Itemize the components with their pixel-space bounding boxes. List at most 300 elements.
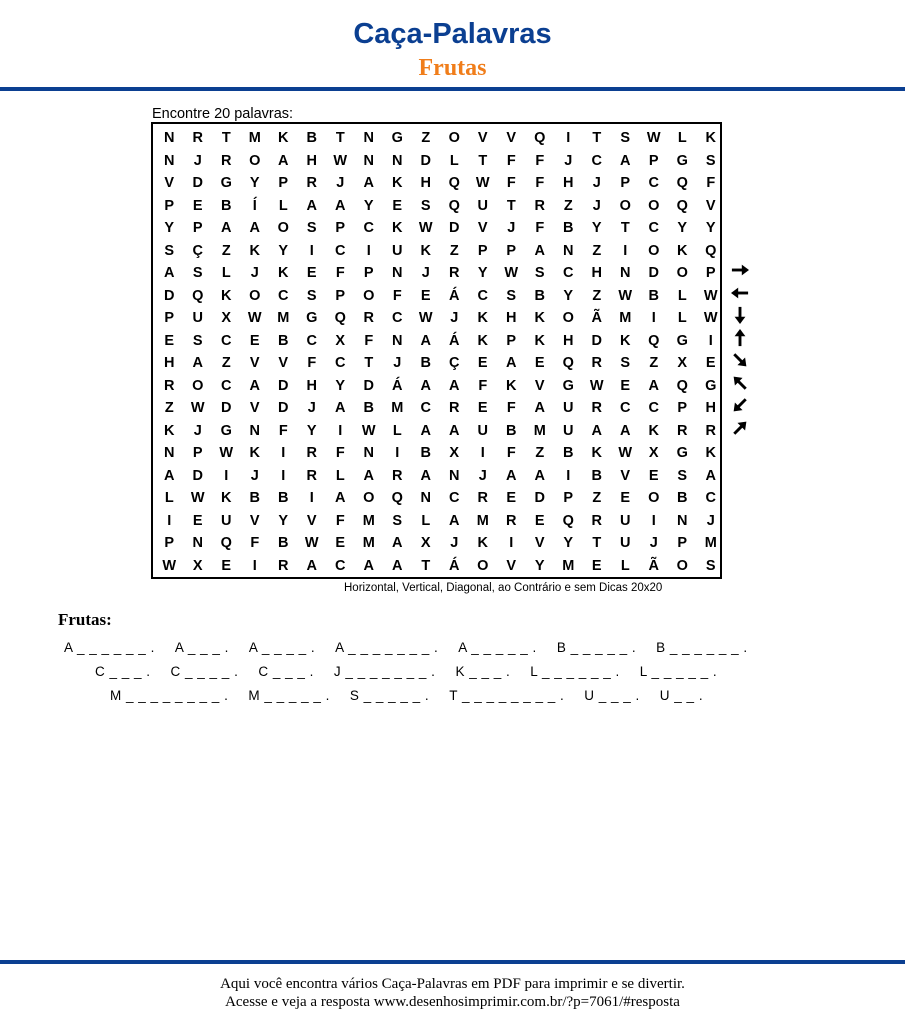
grid-cell[interactable]: F: [506, 152, 516, 169]
grid-cell[interactable]: A: [591, 422, 602, 439]
grid-cell[interactable]: E: [392, 197, 403, 214]
grid-cell[interactable]: B: [420, 355, 431, 371]
grid-cell[interactable]: Y: [563, 287, 574, 304]
grid-cell[interactable]: E: [249, 332, 260, 349]
grid-cell[interactable]: P: [164, 310, 175, 326]
grid-cell[interactable]: B: [506, 422, 517, 439]
grid-cell[interactable]: U: [620, 535, 631, 551]
grid-cell[interactable]: A: [363, 175, 374, 191]
grid-cell[interactable]: Ç: [192, 242, 203, 259]
grid-cell[interactable]: L: [278, 197, 288, 214]
grid-cell[interactable]: H: [563, 332, 574, 349]
grid-cell[interactable]: C: [705, 490, 716, 506]
grid-cell[interactable]: A: [506, 355, 517, 371]
grid-cell[interactable]: I: [623, 242, 628, 259]
grid-cell[interactable]: A: [534, 400, 545, 416]
grid-cell[interactable]: S: [677, 467, 688, 484]
grid-cell[interactable]: A: [449, 377, 460, 394]
grid-cell[interactable]: R: [392, 467, 403, 484]
grid-cell[interactable]: N: [164, 130, 175, 146]
grid-cell[interactable]: Q: [192, 287, 204, 304]
grid-cell[interactable]: G: [705, 377, 717, 394]
grid-cell[interactable]: Q: [676, 197, 688, 214]
grid-cell[interactable]: P: [192, 445, 203, 461]
grid-cell[interactable]: P: [335, 287, 346, 304]
grid-cell[interactable]: K: [221, 287, 232, 304]
grid-cell[interactable]: B: [278, 535, 289, 551]
grid-cell[interactable]: M: [362, 535, 375, 551]
grid-cell[interactable]: F: [706, 175, 716, 191]
grid-cell[interactable]: S: [705, 152, 716, 169]
grid-cell[interactable]: B: [534, 287, 545, 304]
grid-cell[interactable]: M: [533, 422, 546, 439]
grid-cell[interactable]: K: [278, 265, 289, 281]
grid-cell[interactable]: K: [249, 445, 260, 461]
grid-cell[interactable]: O: [477, 557, 489, 574]
grid-cell[interactable]: Z: [563, 197, 573, 214]
grid-cell[interactable]: D: [192, 467, 203, 484]
grid-cell[interactable]: P: [506, 332, 517, 349]
grid-cell[interactable]: K: [705, 130, 716, 146]
grid-cell[interactable]: L: [677, 310, 687, 326]
grid-cell[interactable]: I: [395, 445, 400, 461]
grid-cell[interactable]: T: [364, 355, 374, 371]
grid-cell[interactable]: S: [306, 220, 317, 236]
grid-cell[interactable]: Z: [535, 445, 545, 461]
grid-cell[interactable]: T: [478, 152, 488, 169]
grid-cell[interactable]: T: [506, 197, 516, 214]
grid-cell[interactable]: O: [249, 287, 261, 304]
grid-cell[interactable]: R: [306, 467, 317, 484]
grid-cell[interactable]: P: [705, 265, 716, 281]
grid-cell[interactable]: O: [448, 130, 460, 146]
grid-cell[interactable]: O: [648, 197, 660, 214]
grid-cell[interactable]: C: [221, 332, 232, 349]
grid-cell[interactable]: R: [506, 512, 517, 529]
grid-cell[interactable]: K: [420, 242, 431, 259]
grid-cell[interactable]: N: [192, 535, 203, 551]
grid-cell[interactable]: E: [335, 535, 346, 551]
grid-cell[interactable]: I: [566, 130, 571, 146]
grid-cell[interactable]: L: [449, 152, 459, 169]
grid-cell[interactable]: S: [420, 197, 431, 214]
grid-cell[interactable]: U: [563, 422, 574, 439]
grid-cell[interactable]: Y: [278, 512, 289, 529]
grid-cell[interactable]: W: [646, 130, 661, 146]
grid-cell[interactable]: R: [449, 400, 460, 416]
grid-cell[interactable]: N: [164, 152, 175, 169]
grid-cell[interactable]: J: [193, 422, 202, 439]
grid-cell[interactable]: P: [620, 175, 631, 191]
grid-cell[interactable]: J: [592, 197, 601, 214]
grid-cell[interactable]: M: [476, 512, 489, 529]
grid-cell[interactable]: Z: [592, 287, 602, 304]
grid-cell[interactable]: P: [363, 265, 374, 281]
grid-cell[interactable]: W: [162, 557, 177, 574]
grid-cell[interactable]: Z: [592, 242, 602, 259]
grid-cell[interactable]: A: [620, 152, 631, 169]
grid-cell[interactable]: E: [506, 490, 517, 506]
grid-cell[interactable]: N: [363, 152, 374, 169]
grid-cell[interactable]: R: [705, 422, 716, 439]
grid-cell[interactable]: G: [676, 332, 688, 349]
grid-cell[interactable]: A: [164, 467, 175, 484]
grid-cell[interactable]: R: [306, 175, 317, 191]
grid-cell[interactable]: A: [420, 422, 431, 439]
grid-cell[interactable]: V: [249, 355, 260, 371]
grid-cell[interactable]: B: [221, 197, 232, 214]
grid-cell[interactable]: Z: [164, 400, 174, 416]
grid-cell[interactable]: S: [620, 130, 631, 146]
grid-cell[interactable]: D: [278, 400, 289, 416]
grid-cell[interactable]: T: [221, 130, 231, 146]
grid-cell[interactable]: B: [648, 287, 659, 304]
grid-cell[interactable]: R: [591, 355, 602, 371]
grid-cell[interactable]: R: [449, 265, 460, 281]
grid-cell[interactable]: N: [249, 422, 260, 439]
grid-cell[interactable]: D: [192, 175, 203, 191]
grid-cell[interactable]: R: [363, 310, 374, 326]
grid-cell[interactable]: Q: [562, 512, 574, 529]
grid-cell[interactable]: W: [703, 287, 718, 304]
grid-cell[interactable]: K: [249, 242, 260, 259]
grid-cell[interactable]: J: [193, 152, 202, 169]
grid-cell[interactable]: J: [592, 175, 601, 191]
grid-cell[interactable]: C: [563, 265, 574, 281]
grid-cell[interactable]: N: [164, 445, 175, 461]
grid-cell[interactable]: F: [307, 355, 317, 371]
grid-cell[interactable]: G: [562, 377, 574, 394]
grid-cell[interactable]: L: [221, 265, 231, 281]
grid-cell[interactable]: Á: [449, 287, 460, 304]
grid-cell[interactable]: X: [420, 535, 431, 551]
grid-cell[interactable]: F: [506, 445, 516, 461]
grid-cell[interactable]: J: [478, 467, 487, 484]
grid-cell[interactable]: H: [420, 175, 431, 191]
grid-cell[interactable]: Q: [648, 332, 660, 349]
grid-cell[interactable]: E: [705, 355, 716, 371]
grid-cell[interactable]: D: [221, 400, 232, 416]
grid-cell[interactable]: I: [281, 445, 286, 461]
grid-cell[interactable]: H: [705, 400, 716, 416]
grid-cell[interactable]: K: [278, 130, 289, 146]
grid-cell[interactable]: R: [534, 197, 545, 214]
grid-cell[interactable]: M: [277, 310, 290, 326]
grid-cell[interactable]: P: [335, 220, 346, 236]
grid-cell[interactable]: O: [249, 152, 261, 169]
grid-cell[interactable]: Y: [335, 377, 346, 394]
grid-cell[interactable]: Á: [392, 377, 403, 394]
grid-cell[interactable]: W: [304, 535, 319, 551]
grid-cell[interactable]: V: [534, 377, 545, 394]
grid-cell[interactable]: A: [363, 557, 374, 574]
grid-cell[interactable]: V: [249, 400, 260, 416]
grid-cell[interactable]: F: [335, 445, 345, 461]
grid-cell[interactable]: N: [363, 445, 374, 461]
grid-cell[interactable]: I: [509, 535, 514, 551]
grid-cell[interactable]: K: [164, 422, 175, 439]
grid-cell[interactable]: K: [506, 377, 517, 394]
grid-cell[interactable]: N: [449, 467, 460, 484]
grid-cell[interactable]: F: [364, 332, 374, 349]
grid-cell[interactable]: F: [535, 220, 545, 236]
grid-cell[interactable]: S: [164, 242, 175, 259]
grid-cell[interactable]: C: [221, 377, 232, 394]
grid-cell[interactable]: P: [192, 220, 203, 236]
grid-cell[interactable]: Q: [448, 175, 460, 191]
grid-cell[interactable]: H: [306, 152, 317, 169]
grid-cell[interactable]: Z: [449, 242, 459, 259]
grid-cell[interactable]: E: [620, 377, 631, 394]
grid-cell[interactable]: R: [591, 512, 602, 529]
grid-cell[interactable]: Y: [563, 535, 574, 551]
grid-cell[interactable]: J: [649, 535, 658, 551]
grid-cell[interactable]: V: [278, 355, 289, 371]
grid-cell[interactable]: R: [278, 557, 289, 574]
grid-cell[interactable]: R: [591, 400, 602, 416]
grid-cell[interactable]: C: [449, 490, 460, 506]
grid-cell[interactable]: G: [220, 175, 232, 191]
grid-cell[interactable]: S: [192, 265, 203, 281]
grid-cell[interactable]: W: [418, 220, 433, 236]
grid-cell[interactable]: L: [677, 287, 687, 304]
grid-cell[interactable]: A: [620, 422, 631, 439]
grid-cell[interactable]: S: [306, 287, 317, 304]
grid-cell[interactable]: J: [421, 265, 430, 281]
grid-cell[interactable]: Q: [391, 490, 403, 506]
grid-cell[interactable]: S: [392, 512, 403, 529]
grid-cell[interactable]: N: [392, 265, 403, 281]
grid-cell[interactable]: F: [250, 535, 260, 551]
grid-cell[interactable]: P: [648, 152, 659, 169]
grid-cell[interactable]: O: [363, 287, 375, 304]
grid-cell[interactable]: C: [477, 287, 488, 304]
grid-cell[interactable]: F: [335, 265, 345, 281]
grid-cell[interactable]: Y: [164, 220, 175, 236]
grid-cell[interactable]: A: [164, 265, 175, 281]
grid-cell[interactable]: A: [449, 422, 460, 439]
grid-cell[interactable]: V: [249, 512, 260, 529]
grid-cell[interactable]: H: [164, 355, 175, 371]
grid-cell[interactable]: F: [535, 152, 545, 169]
grid-cell[interactable]: P: [278, 175, 289, 191]
grid-cell[interactable]: B: [278, 490, 289, 506]
grid-cell[interactable]: O: [676, 265, 688, 281]
grid-cell[interactable]: Q: [676, 175, 688, 191]
grid-cell[interactable]: J: [250, 265, 259, 281]
grid-cell[interactable]: S: [506, 287, 517, 304]
grid-cell[interactable]: B: [591, 467, 602, 484]
grid-cell[interactable]: Y: [677, 220, 688, 236]
grid-cell[interactable]: R: [164, 377, 175, 394]
grid-cell[interactable]: M: [391, 400, 404, 416]
grid-cell[interactable]: Q: [562, 355, 574, 371]
grid-cell[interactable]: T: [620, 220, 630, 236]
grid-cell[interactable]: P: [563, 490, 574, 506]
grid-cell[interactable]: D: [420, 152, 431, 169]
grid-cell[interactable]: Z: [421, 130, 431, 146]
grid-cell[interactable]: B: [306, 130, 317, 146]
grid-cell[interactable]: J: [393, 355, 402, 371]
grid-cell[interactable]: S: [620, 355, 631, 371]
grid-cell[interactable]: G: [676, 152, 688, 169]
grid-cell[interactable]: X: [192, 557, 203, 574]
grid-cell[interactable]: A: [306, 557, 317, 574]
grid-cell[interactable]: H: [591, 265, 602, 281]
grid-cell[interactable]: A: [221, 220, 232, 236]
grid-cell[interactable]: P: [677, 535, 688, 551]
grid-cell[interactable]: G: [676, 445, 688, 461]
grid-cell[interactable]: D: [449, 220, 460, 236]
grid-cell[interactable]: G: [306, 310, 318, 326]
grid-cell[interactable]: T: [592, 130, 602, 146]
grid-cell[interactable]: C: [335, 355, 346, 371]
grid-cell[interactable]: C: [648, 400, 659, 416]
grid-cell[interactable]: M: [704, 535, 717, 551]
grid-cell[interactable]: E: [648, 467, 659, 484]
grid-cell[interactable]: L: [164, 490, 174, 506]
grid-cell[interactable]: A: [363, 467, 374, 484]
grid-cell[interactable]: S: [534, 265, 545, 281]
grid-cell[interactable]: A: [506, 467, 517, 484]
grid-cell[interactable]: S: [192, 332, 203, 349]
grid-cell[interactable]: K: [705, 445, 716, 461]
grid-cell[interactable]: I: [651, 310, 656, 326]
grid-cell[interactable]: W: [418, 310, 433, 326]
grid-cell[interactable]: U: [477, 197, 488, 214]
grid-cell[interactable]: I: [252, 557, 257, 574]
grid-cell[interactable]: F: [535, 175, 545, 191]
grid-cell[interactable]: X: [677, 355, 688, 371]
grid-cell[interactable]: A: [392, 535, 403, 551]
grid-cell[interactable]: U: [620, 512, 631, 529]
grid-cell[interactable]: O: [648, 490, 660, 506]
grid-cell[interactable]: O: [192, 377, 204, 394]
grid-cell[interactable]: Ã: [591, 310, 602, 326]
grid-cell[interactable]: M: [362, 512, 375, 529]
grid-cell[interactable]: J: [336, 175, 345, 191]
grid-cell[interactable]: A: [648, 377, 659, 394]
grid-cell[interactable]: X: [449, 445, 460, 461]
grid-cell[interactable]: H: [563, 175, 574, 191]
grid-cell[interactable]: L: [392, 422, 402, 439]
grid-cell[interactable]: V: [705, 197, 716, 214]
grid-cell[interactable]: Z: [649, 355, 659, 371]
grid-cell[interactable]: E: [591, 557, 602, 574]
grid-cell[interactable]: X: [221, 310, 232, 326]
grid-cell[interactable]: U: [192, 310, 203, 326]
grid-cell[interactable]: B: [563, 220, 574, 236]
grid-cell[interactable]: I: [651, 512, 656, 529]
grid-cell[interactable]: L: [421, 512, 431, 529]
grid-cell[interactable]: B: [420, 445, 431, 461]
grid-cell[interactable]: A: [420, 332, 431, 349]
grid-cell[interactable]: F: [278, 422, 288, 439]
grid-cell[interactable]: E: [221, 557, 232, 574]
grid-cell[interactable]: Á: [449, 332, 460, 349]
grid-cell[interactable]: R: [221, 152, 232, 169]
grid-cell[interactable]: F: [506, 175, 516, 191]
grid-cell[interactable]: O: [676, 557, 688, 574]
grid-cell[interactable]: C: [420, 400, 431, 416]
grid-cell[interactable]: V: [477, 130, 488, 146]
grid-cell[interactable]: C: [620, 400, 631, 416]
grid-cell[interactable]: W: [190, 400, 205, 416]
grid-cell[interactable]: D: [648, 265, 659, 281]
grid-cell[interactable]: K: [477, 535, 488, 551]
grid-cell[interactable]: M: [619, 310, 632, 326]
grid-cell[interactable]: Z: [221, 355, 231, 371]
grid-cell[interactable]: R: [477, 490, 488, 506]
grid-cell[interactable]: N: [620, 265, 631, 281]
grid-cell[interactable]: Ã: [648, 557, 659, 574]
grid-cell[interactable]: I: [338, 422, 343, 439]
grid-cell[interactable]: R: [306, 445, 317, 461]
grid-cell[interactable]: B: [563, 445, 574, 461]
grid-cell[interactable]: W: [333, 152, 348, 169]
grid-cell[interactable]: Q: [334, 310, 346, 326]
grid-cell[interactable]: N: [563, 242, 574, 259]
grid-cell[interactable]: U: [392, 242, 403, 259]
grid-cell[interactable]: A: [534, 467, 545, 484]
grid-cell[interactable]: C: [648, 220, 659, 236]
grid-cell[interactable]: Y: [249, 175, 260, 191]
grid-cell[interactable]: U: [221, 512, 232, 529]
grid-cell[interactable]: A: [449, 512, 460, 529]
grid-cell[interactable]: K: [392, 220, 403, 236]
grid-cell[interactable]: Q: [534, 130, 546, 146]
grid-cell[interactable]: B: [363, 400, 374, 416]
grid-cell[interactable]: D: [363, 377, 374, 394]
grid-cell[interactable]: G: [391, 130, 403, 146]
grid-cell[interactable]: X: [648, 445, 659, 461]
grid-cell[interactable]: A: [306, 197, 317, 214]
grid-cell[interactable]: C: [306, 332, 317, 349]
grid-cell[interactable]: Q: [220, 535, 232, 551]
grid-cell[interactable]: J: [450, 535, 459, 551]
grid-cell[interactable]: K: [648, 422, 659, 439]
grid-cell[interactable]: A: [392, 557, 403, 574]
grid-cell[interactable]: O: [619, 197, 631, 214]
grid-cell[interactable]: K: [221, 490, 232, 506]
grid-cell[interactable]: A: [335, 197, 346, 214]
grid-cell[interactable]: R: [677, 422, 688, 439]
grid-cell[interactable]: K: [477, 310, 488, 326]
grid-cell[interactable]: I: [708, 332, 713, 349]
grid-cell[interactable]: Y: [477, 265, 488, 281]
grid-cell[interactable]: E: [534, 512, 545, 529]
grid-cell[interactable]: E: [164, 332, 175, 349]
grid-cell[interactable]: W: [589, 377, 604, 394]
grid-cell[interactable]: W: [219, 445, 234, 461]
grid-cell[interactable]: Q: [448, 197, 460, 214]
grid-cell[interactable]: L: [677, 130, 687, 146]
grid-cell[interactable]: B: [677, 490, 688, 506]
grid-cell[interactable]: L: [620, 557, 630, 574]
grid-cell[interactable]: P: [677, 400, 688, 416]
grid-cell[interactable]: W: [618, 445, 633, 461]
grid-cell[interactable]: C: [363, 220, 374, 236]
grid-cell[interactable]: A: [249, 377, 260, 394]
grid-cell[interactable]: I: [309, 490, 314, 506]
grid-cell[interactable]: Y: [591, 220, 602, 236]
grid-cell[interactable]: F: [335, 512, 345, 529]
grid-cell[interactable]: E: [192, 512, 203, 529]
grid-cell[interactable]: C: [335, 242, 346, 259]
grid-cell[interactable]: Q: [705, 242, 717, 259]
grid-cell[interactable]: L: [335, 467, 345, 484]
grid-cell[interactable]: A: [335, 400, 346, 416]
